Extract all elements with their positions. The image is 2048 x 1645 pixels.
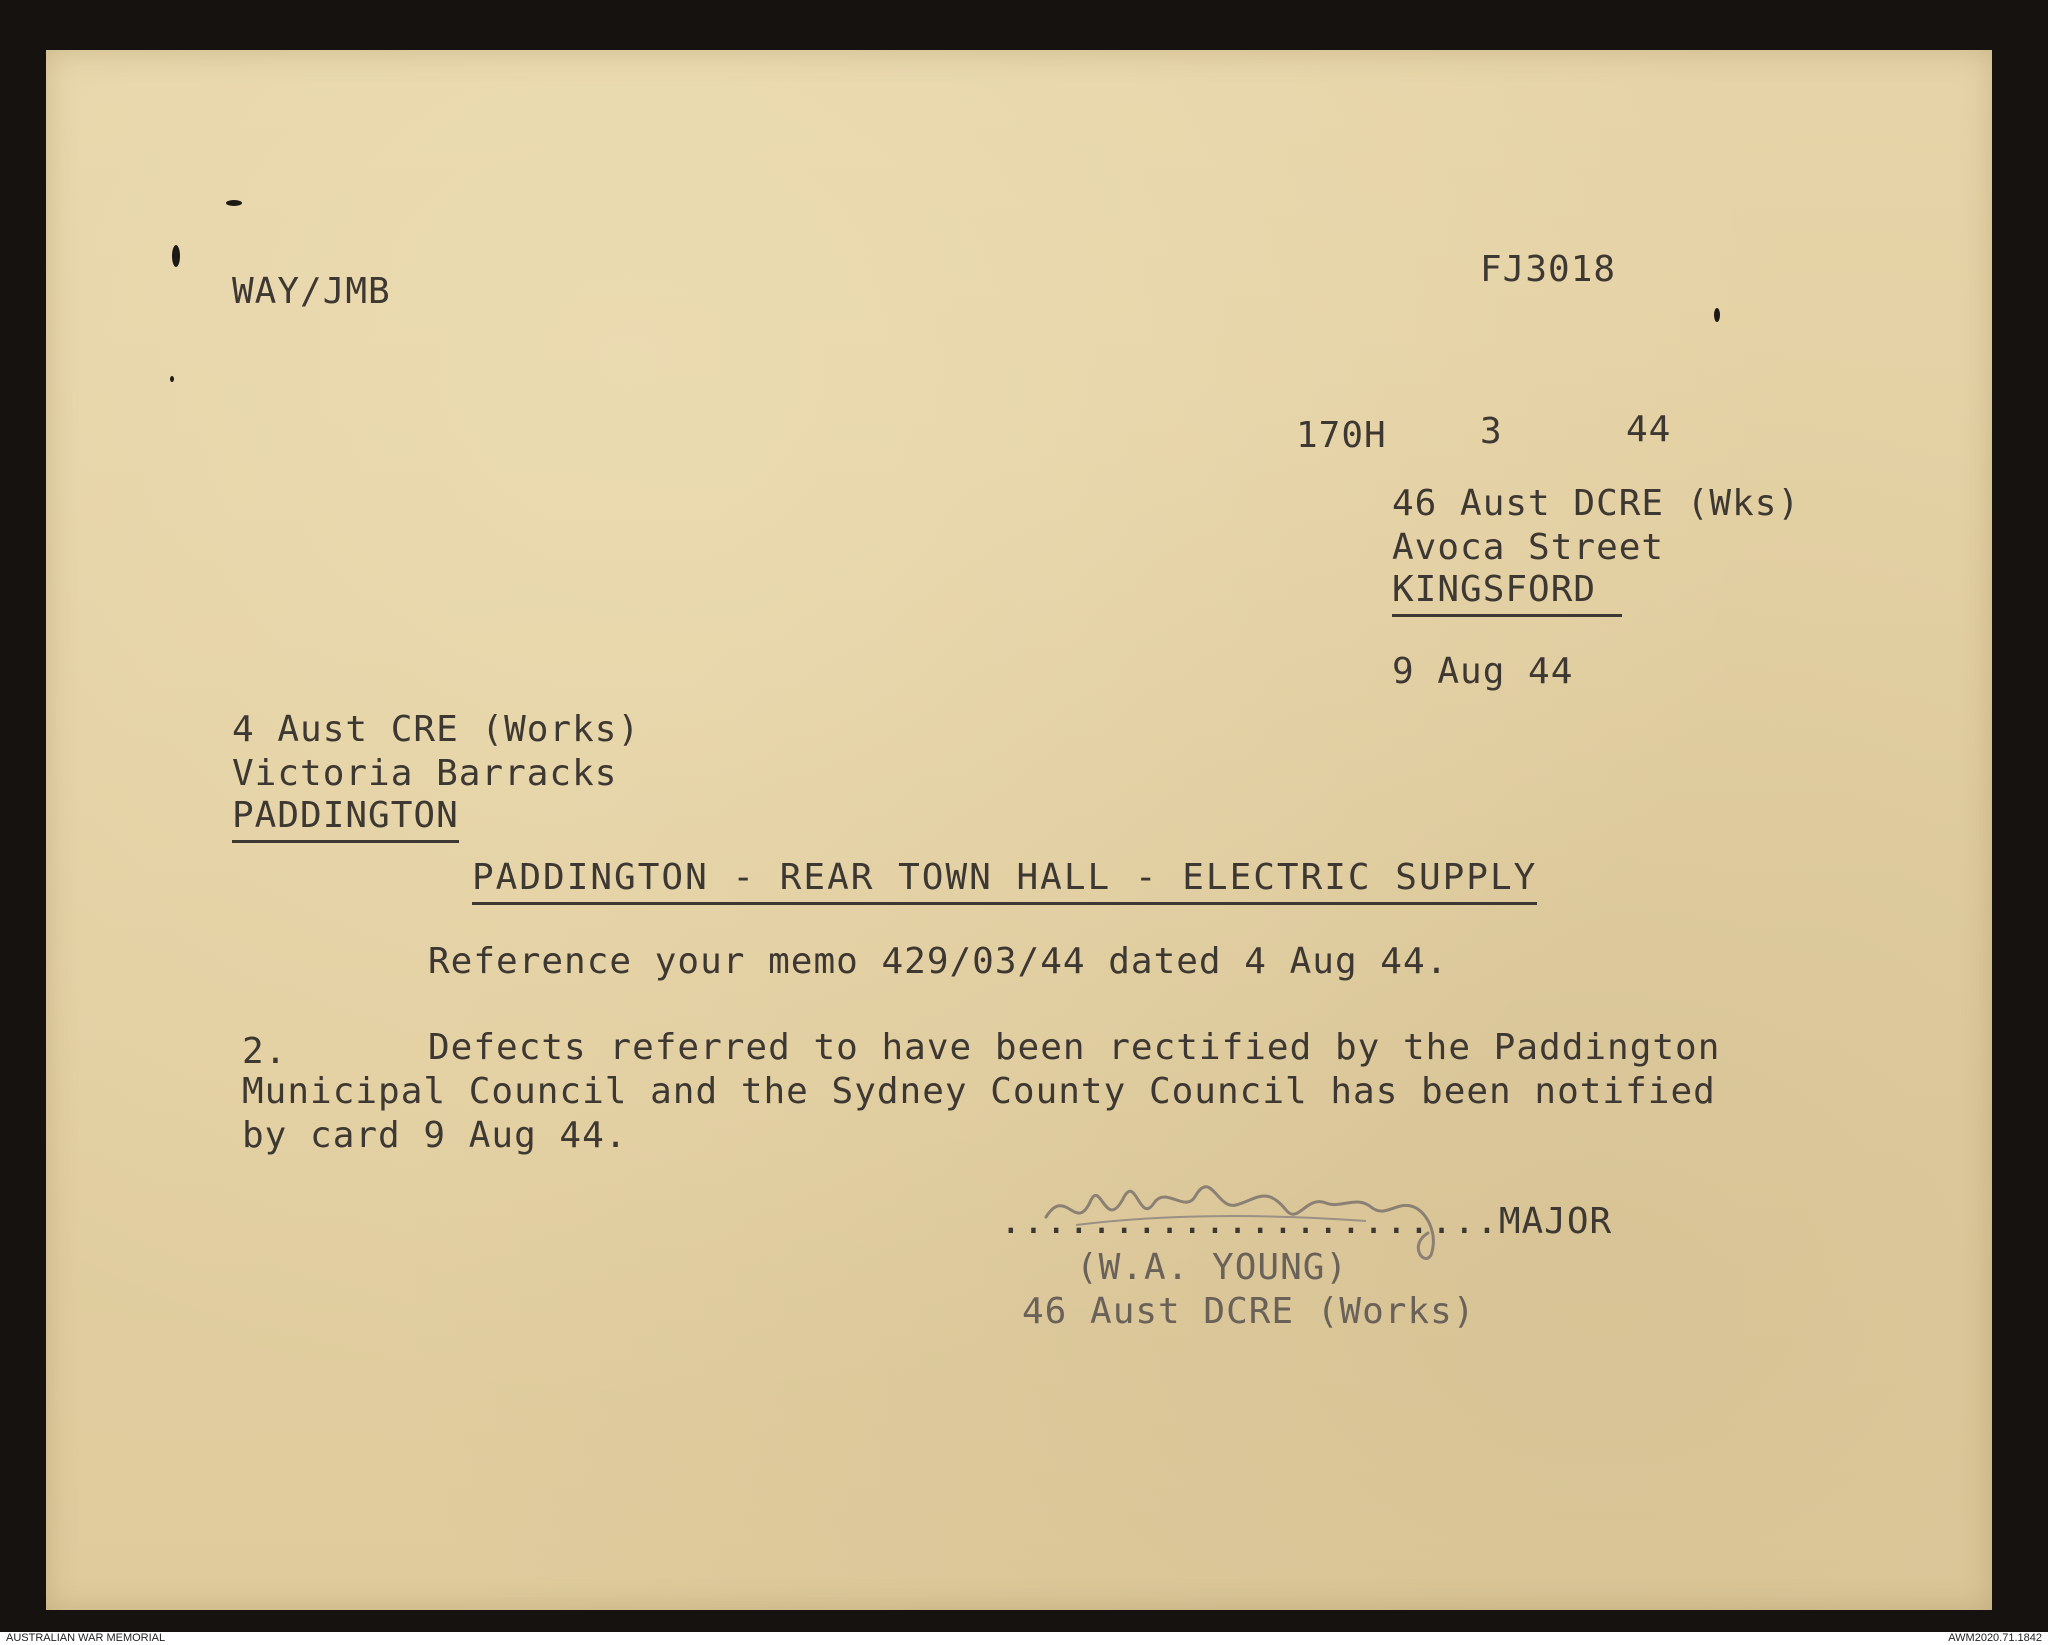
paragraph-1: Reference your memo 429/03/44 dated 4 Aug 44. [428,941,1449,982]
paper-speck [1714,308,1720,322]
file-number: FJ3018 [1480,249,1617,290]
memo-date: 9 Aug 44 [1392,651,1574,692]
accession-number: AWM2020.71.1842 [1948,1632,2042,1644]
sender-unit: 46 Aust DCRE (Wks) [1392,483,1801,524]
institution-credit: AUSTRALIAN WAR MEMORIAL [6,1632,166,1644]
sender-street: Avoca Street [1392,527,1665,568]
signature-rank-line: ......................MAJOR [1000,1201,1613,1242]
signatory-name: (W.A. YOUNG) [1076,1247,1349,1288]
memo-subject: PADDINGTON - REAR TOWN HALL - ELECTRIC SUPPLY [472,856,1537,905]
reference-initials: WAY/JMB [232,271,391,312]
file-index-part2: 3 [1480,411,1503,452]
sender-suburb: KINGSFORD [1392,568,1622,617]
recipient-unit: 4 Aust CRE (Works) [232,709,641,750]
paragraph-2-number: 2. [242,1031,288,1072]
paper-speck [172,245,180,267]
paper-speck [226,200,242,206]
paragraph-2-line-2: Municipal Council and the Sydney County Council has been notified [242,1071,1716,1112]
recipient-location: Victoria Barracks [232,753,618,794]
memo-paper [46,50,1992,1610]
file-index-part3: 44 [1626,409,1672,450]
paragraph-2-line-3: by card 9 Aug 44. [242,1115,628,1156]
paper-speck [170,376,174,382]
recipient-suburb: PADDINGTON [232,794,459,843]
file-index-part1: 170H [1296,415,1387,456]
paragraph-2-line-1: Defects referred to have been rectified by the Paddington [428,1027,1721,1068]
signatory-unit: 46 Aust DCRE (Works) [1022,1291,1476,1332]
